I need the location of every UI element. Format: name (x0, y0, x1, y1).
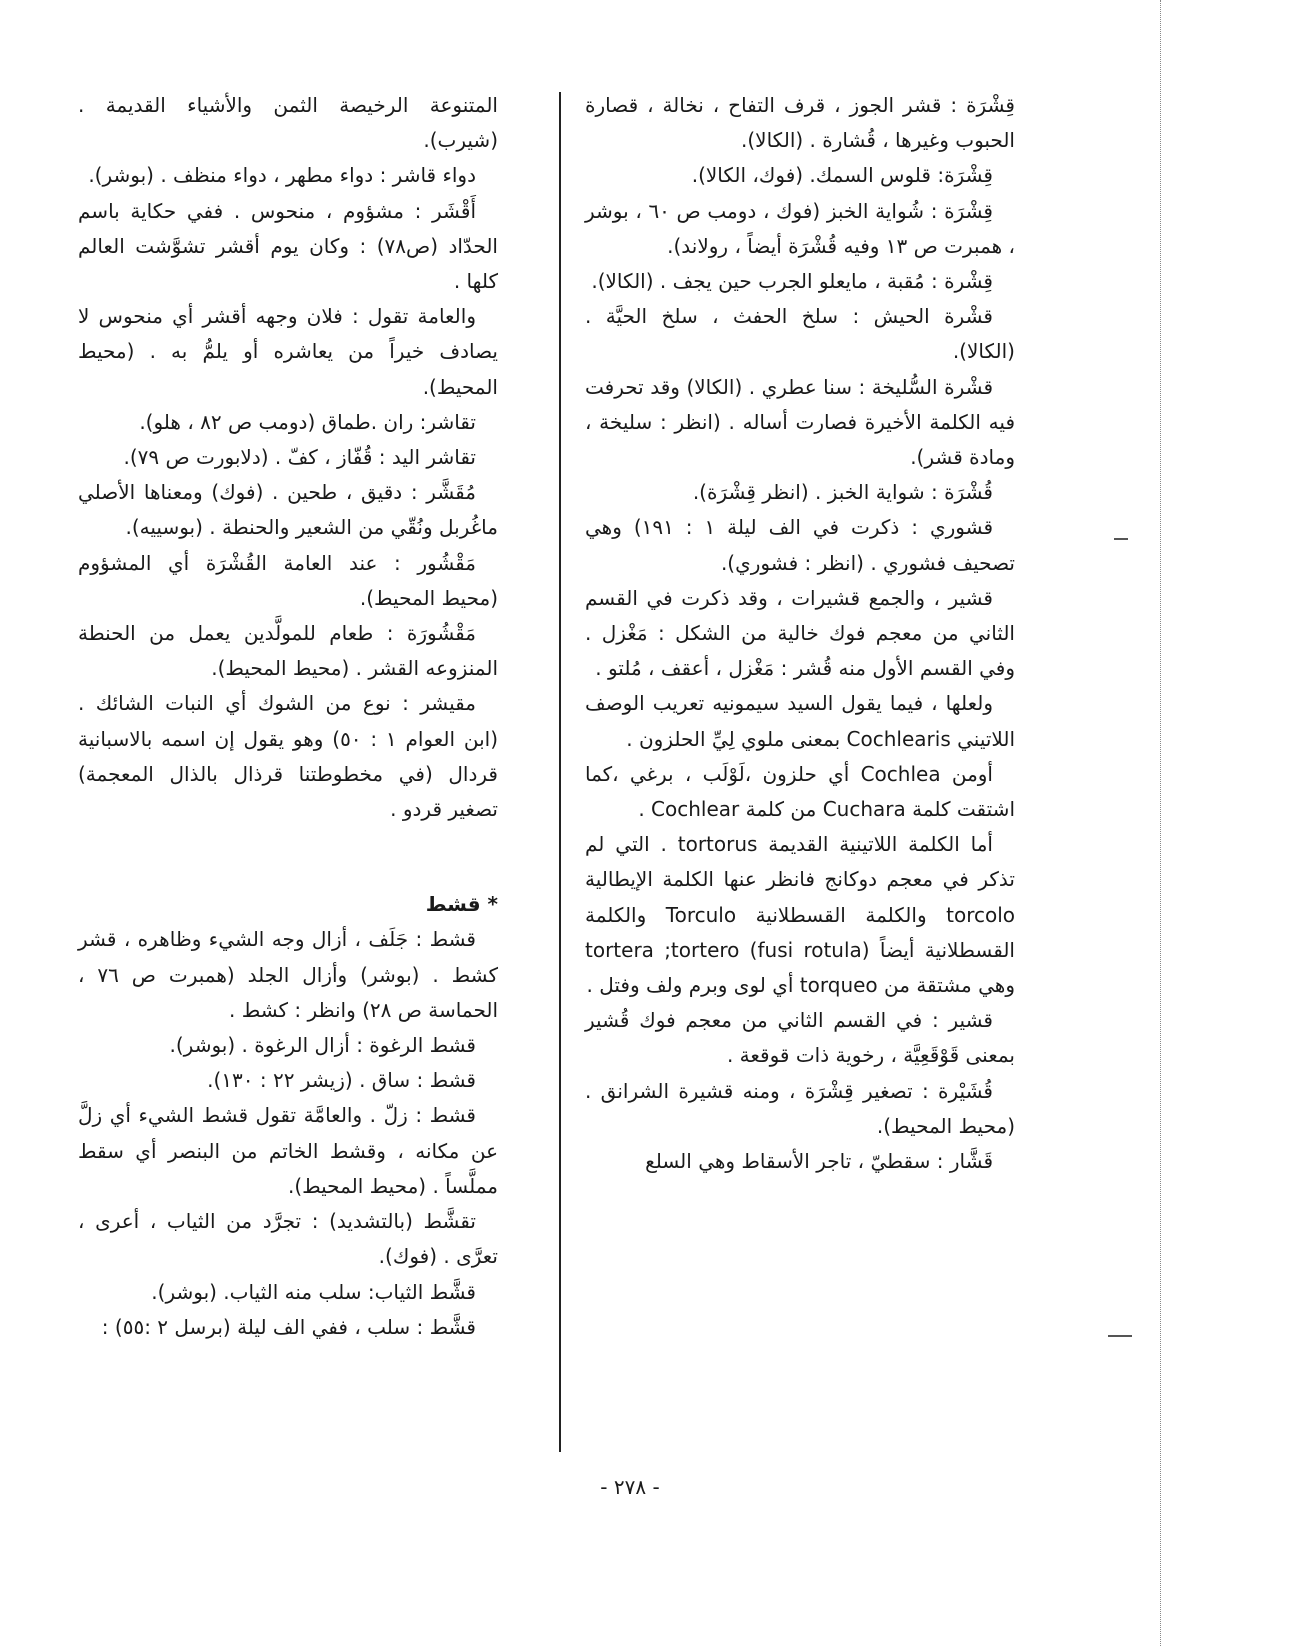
entry: مَقْشُور : عند العامة القُشْرَة أي المشؤوم (محيط المحيط). (78, 550, 498, 610)
entry: قشْرة السُّليخة : سنا عطري . (الكالا) وقد تحرفت فيه الكلمة الأخيرة فصارت أساله . (انظر : سليخة ، ومادة قشر). (585, 374, 1015, 470)
entry: قشوري : ذكرت في الف ليلة ١ : ١٩١) وهي تصحيف فشوري . (انظر : فشوري). (585, 515, 1015, 575)
scan-edge-line (1160, 0, 1162, 1646)
entry: والعامة تقول : فلان وجهه أقشر أي منحوس لا يصادف خيراً من يعاشره أو يلمُّ به . (محيط المحيط). (78, 304, 498, 399)
entry: قِشْرَة : شُواية الخبز (فوك ، دومب ص ٦٠ ، بوشر ، همبرت ص ١٣ وفيه قُشْرَة أيضاً ، رولاند). (585, 198, 1015, 258)
entry: أومن Cochlea أي حلزون ،لَوْلَب ، برغي ،كما اشتقت كلمة Cuchara من كلمة Cochlear . (585, 761, 1015, 822)
section-heading: * قشط (425, 892, 498, 917)
left-column (78, 88, 498, 1345)
entry: تقشَّط (بالتشديد) : تجرَّد من الثياب ، أعرى ، تعرَّى . (فوك). (78, 1209, 498, 1269)
entry: قشط : زلّ . والعامَّة تقول قشط الشيء أي زلَّ عن مكانه ، وقشط الخاتم من البنصر أي سقط مملَّساً . (محيط المحيط). (78, 1103, 498, 1198)
entry: قِشْرَة: قلوس السمك. (فوك، الكالا). (691, 163, 993, 188)
margin-tick (1114, 538, 1128, 540)
entry: مقيشر : نوع من الشوك أي النبات الشائك . (ابن العوام ١ : ٥٠) وهو يقول إن اسمه بالاسبانية قردال (في مخطوطتنا قرذال بالذال المعجمة) تصغير قردو . (78, 691, 498, 822)
entry: قُشَيْرة : تصغير قِشْرَة ، ومنه قشيرة الشرانق . (محيط المحيط). (585, 1078, 1015, 1138)
entry: أَقْشَر : مشؤوم ، منحوس . ففي حكاية باسم الحدّاد (ص٧٨) : وكان يوم أقشر تشوَّشت العالم كلها . (78, 198, 498, 294)
entry: قِشْرَة : قشر الجوز ، قرف التفاح ، نخالة ، قصارة الحبوب وغيرها ، قُشارة . (الكالا). (585, 93, 1015, 153)
entry: قشط : ساق . (زيشر ٢٢ : ١٣٠). (207, 1068, 476, 1093)
column-divider (559, 92, 561, 1452)
entry: مَقْشُورَة : طعام للمولَّدين يعمل من الحنطة المنزوعه القشر . (محيط المحيط). (78, 621, 498, 681)
entry: دواء قاشر : دواء مطهر ، دواء منظف . (بوشر). (88, 163, 476, 188)
page-number: - ٢٧٨ - (600, 1475, 660, 1499)
entry: قُشْرَة : شواية الخبز . (انظر قِشْرَة). (692, 480, 993, 505)
entry: قشَّط : سلب ، ففي الف ليلة (برسل ٢ :٥٥) : (101, 1314, 476, 1339)
entry: قَشَّار : سقطيّ ، تاجر الأسقاط وهي السلع (645, 1149, 993, 1174)
entry: مُقَشَّر : دقيق ، طحين . (فوك) ومعناها الأصلي ماغُربل ونُقّي من الشعير والحنطة . (بوسييه). (78, 480, 498, 540)
entry: قِشْرة : مُقبة ، مايعلو الجرب حين يجف . (الكالا). (591, 269, 993, 294)
entry: تقاشر اليد : قُفّاز ، كفّ . (دلابورت ص ٧٩). (123, 445, 476, 470)
entry: قشير : في القسم الثاني من معجم فوك قُشير بمعنى قَوْقَعِيَّة ، رخوية ذات قوقعة . (585, 1008, 1015, 1068)
entry: قشط الرغوة : أزال الرغوة . (بوشر). (169, 1033, 476, 1058)
entry: قشير ، والجمع قشيرات ، وقد ذكرت في القسم الثاني من معجم فوك خالية من الشكل : مَغْزل . وفي القسم الأول منه قُشر : مَغْزل ، أعقف ، مُلتو . (585, 585, 1015, 681)
entry: قشْرة الحيش : سلخ الحفث ، سلخ الحيَّة . (الكالا). (585, 304, 1015, 364)
right-column (585, 88, 1015, 1179)
entry: قشط : جَلَف ، أزال وجه الشيء وظاهره ، قشر كشط . (بوشر) وأزال الجلد (همبرت ص ٧٦ ، الحماسة ص ٢٨) وانظر : كشط . (78, 927, 499, 1022)
margin-tick (1108, 1335, 1132, 1337)
entry: ولعلها ، فيما يقول السيد سيمونيه تعريب الوصف اللاتيني Cochlearis بمعنى ملوي لِيِّ الحلزون . (585, 691, 1015, 751)
entry: أما الكلمة اللاتينية القديمة tortorus . التي لم تذكر في معجم دوكانج فانظر عنها الكلمة الإيطالية torcolo والكلمة القسطلانية Torculo والكلمة القسطلانية أيضاً tortera ;tortero (fusi rotula) وهي مشتقة من torqueo أي لوى وبرم ولف وفتل . (585, 832, 1015, 998)
entry: المتنوعة الرخيصة الثمن والأشياء القديمة . (شيرب). (78, 93, 498, 153)
entry: قشَّط الثياب: سلب منه الثياب. (بوشر). (151, 1279, 476, 1304)
entry: تقاشر: ران .طماق (دومب ص ٨٢ ، هلو). (139, 409, 476, 434)
